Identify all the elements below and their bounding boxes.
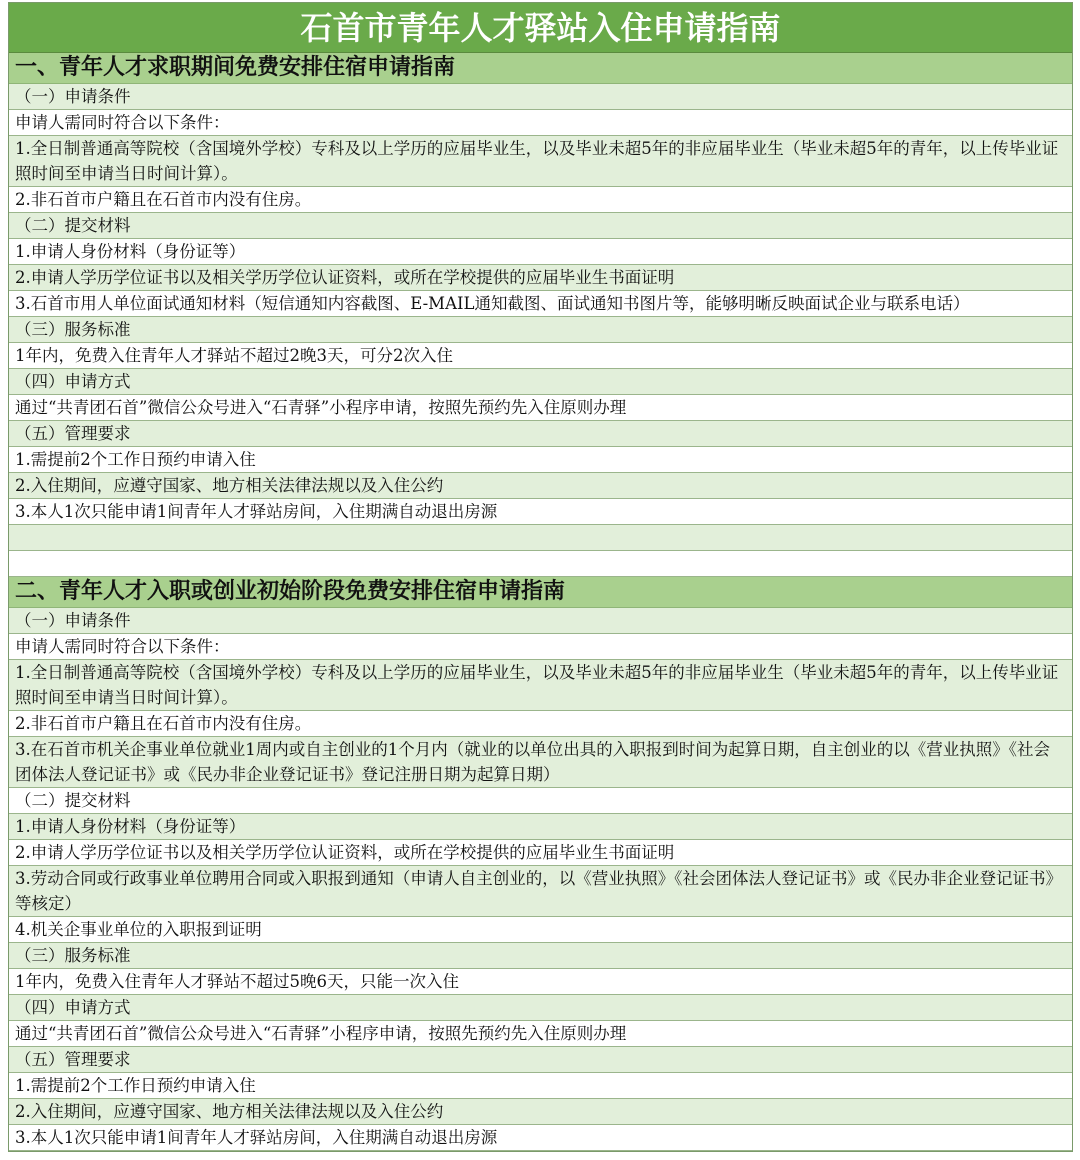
- s1-conditions-label: （一）申请条件: [9, 84, 1072, 110]
- s2-method-label: （四）申请方式: [9, 995, 1072, 1021]
- s2-management-3: 3.本人1次只能申请1间青年人才驿站房间，入住期满自动退出房源: [9, 1125, 1072, 1151]
- s1-material-1: 1.申请人身份材料（身份证等）: [9, 239, 1072, 265]
- s1-management-2: 2.入住期间，应遵守国家、地方相关法律法规以及入住公约: [9, 473, 1072, 499]
- s2-condition-3: 3.在石首市机关企事业单位就业1周内或自主创业的1个月内（就业的以单位出具的入职报到时间为起算日期，自主创业的以《营业执照》《社会团体法人登记证书》或《民办非企业登记证书》登记注册日期为起算日期）: [9, 737, 1072, 788]
- s1-material-3: 3.石首市用人单位面试通知材料（短信通知内容截图、E-MAIL通知截图、面试通知书图片等，能够明晰反映面试企业与联系电话）: [9, 291, 1072, 317]
- s2-condition-2: 2.非石首市户籍且在石首市内没有住房。: [9, 711, 1072, 737]
- s2-management-1: 1.需提前2个工作日预约申请入住: [9, 1073, 1072, 1099]
- empty-row: [9, 551, 1072, 577]
- s1-condition-2: 2.非石首市户籍且在石首市内没有住房。: [9, 187, 1072, 213]
- s1-materials-label: （二）提交材料: [9, 213, 1072, 239]
- section-1-heading: 一、青年人才求职期间免费安排住宿申请指南: [9, 53, 1072, 84]
- s1-standard-label: （三）服务标准: [9, 317, 1072, 343]
- s2-management-label: （五）管理要求: [9, 1047, 1072, 1073]
- s2-material-4: 4.机关企事业单位的入职报到证明: [9, 917, 1072, 943]
- s2-standard-label: （三）服务标准: [9, 943, 1072, 969]
- s1-method-label: （四）申请方式: [9, 369, 1072, 395]
- guide-sheet: [8, 2, 1073, 1152]
- empty-row: [9, 525, 1072, 551]
- page-title: 石首市青年人才驿站入住申请指南: [9, 3, 1072, 53]
- s2-material-1: 1.申请人身份材料（身份证等）: [9, 814, 1072, 840]
- s1-condition-1: 1.全日制普通高等院校（含国境外学校）专科及以上学历的应届毕业生，以及毕业未超5年的非应届毕业生（毕业未超5年的青年，以上传毕业证照时间至申请当日时间计算）。: [9, 136, 1072, 187]
- s2-materials-label: （二）提交材料: [9, 788, 1072, 814]
- s1-management-label: （五）管理要求: [9, 421, 1072, 447]
- s2-method-text: 通过“共青团石首”微信公众号进入“石青驿”小程序申请，按照先预约先入住原则办理: [9, 1021, 1072, 1047]
- s1-method-text: 通过“共青团石首”微信公众号进入“石青驿”小程序申请，按照先预约先入住原则办理: [9, 395, 1072, 421]
- s1-management-3: 3.本人1次只能申请1间青年人才驿站房间，入住期满自动退出房源: [9, 499, 1072, 525]
- s1-management-1: 1.需提前2个工作日预约申请入住: [9, 447, 1072, 473]
- s2-conditions-intro: 申请人需同时符合以下条件：: [9, 634, 1072, 660]
- s2-material-2: 2.申请人学历学位证书以及相关学历学位认证资料，或所在学校提供的应届毕业生书面证明: [9, 840, 1072, 866]
- s1-conditions-intro: 申请人需同时符合以下条件：: [9, 110, 1072, 136]
- s2-material-3: 3.劳动合同或行政事业单位聘用合同或入职报到通知（申请人自主创业的，以《营业执照》《社会团体法人登记证书》或《民办非企业登记证书》等核定）: [9, 866, 1072, 917]
- s2-condition-1: 1.全日制普通高等院校（含国境外学校）专科及以上学历的应届毕业生，以及毕业未超5年的非应届毕业生（毕业未超5年的青年，以上传毕业证照时间至申请当日时间计算）。: [9, 660, 1072, 711]
- s2-conditions-label: （一）申请条件: [9, 608, 1072, 634]
- s2-standard-text: 1年内，免费入住青年人才驿站不超过5晚6天，只能一次入住: [9, 969, 1072, 995]
- s1-standard-text: 1年内，免费入住青年人才驿站不超过2晚3天，可分2次入住: [9, 343, 1072, 369]
- s2-management-2: 2.入住期间，应遵守国家、地方相关法律法规以及入住公约: [9, 1099, 1072, 1125]
- s1-material-2: 2.申请人学历学位证书以及相关学历学位认证资料，或所在学校提供的应届毕业生书面证明: [9, 265, 1072, 291]
- section-2-heading: 二、青年人才入职或创业初始阶段免费安排住宿申请指南: [9, 577, 1072, 608]
